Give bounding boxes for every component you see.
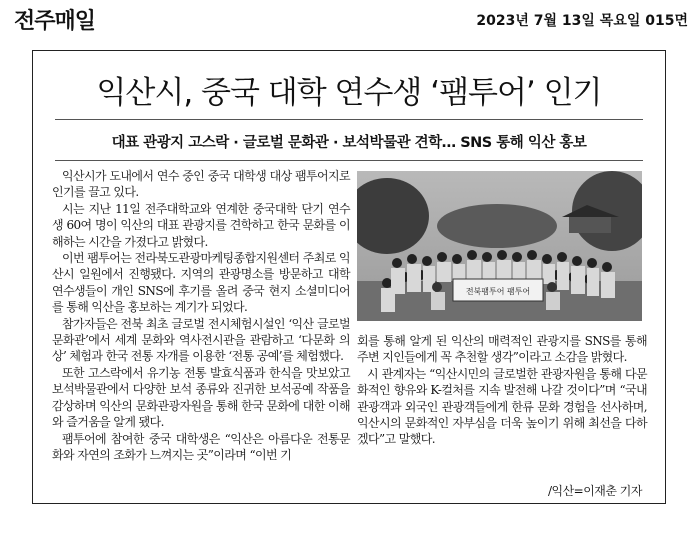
article-paragraph: 또한 고스락에서 유기농 전통 발효식품과 한식을 맛보았고 보석박물관에서 다양한 보석 종류와 진귀한 보석공예 작품을 감상하며 익산의 문화관광자원을 통해 한국 문화에 대한 이해와 즐거움을 알게 됐다. — [52, 365, 350, 430]
article-paragraph: 시는 지난 11일 전주대학교와 연계한 중국대학 단기 연수생 60여 명이 익산의 대표 관광지를 견학하고 한국 문화를 이해하는 시간을 가졌다고 밝혔다. — [52, 201, 350, 249]
article-left-column — [52, 168, 350, 463]
byline: /익산=이재춘 기자 — [547, 484, 642, 498]
divider — [55, 119, 643, 120]
article-paragraph: 참가자들은 전북 최초 글로벌 전시체험시설인 ‘익산 글로벌 문화관’에서 세계 문화와 역사전시관을 관람하고 ‘다문화 의상’ 체험과 한국 전통 자개를 이용한 ‘전통 공예’를 체험했다. — [52, 316, 350, 364]
article-paragraph: 시 관계자는 “익산시민의 글로벌한 관광자원을 통해 다문화적인 향유와 K-컬처를 지속 발전해 나갈 것이다”며 “국내 관광객과 외국인 관광객들에게 한류 문화 경험을 선사하며, 익산시의 문화적인 자부심을 더욱 높이기 위해 최선을 다하겠다”고 말했다. — [357, 366, 647, 447]
group-photo-image — [357, 171, 642, 321]
article-paragraph: 회를 통해 알게 된 익산의 매력적인 관광지를 SNS를 통해 주변 지인들에게 꼭 추천할 생각”이라고 소감을 밝혔다. — [357, 334, 647, 365]
paper-name: 전주매일 — [14, 9, 96, 34]
headline: 익산시, 중국 대학 연수생 ‘팸투어’ 인기 — [96, 75, 602, 111]
publication-date: 2023년 7월 13일 목요일 015면 — [476, 13, 688, 29]
article-paragraph: 익산시가 도내에서 연수 중인 중국 대학생 대상 팸투어지로 인기를 끌고 있다. — [52, 169, 350, 200]
divider — [55, 160, 643, 161]
article-right-column — [357, 333, 647, 448]
group-photo — [357, 171, 642, 321]
subheadline: 대표 관광지 고스락 · 글로벌 문화관 · 보석박물관 견학… SNS 통해 익산 홍보 — [111, 135, 587, 151]
article-paragraph: 팸투어에 참여한 중국 대학생은 “익산은 아름다운 전통문화와 자연의 조화가 느껴지는 곳”이라며 “이번 기 — [52, 431, 350, 462]
masthead — [6, 4, 692, 32]
article-paragraph: 이번 팸투어는 전라북도관광마케팅종합지원센터 주최로 익산시 일원에서 진행됐다. 지역의 관광명소를 방문하고 대학 연수생들이 개인 SNS에 후기를 올려 중국 현지 소셜미디어를 통해 익산을 홍보하는 계기가 되었다. — [52, 251, 350, 315]
photo-banner-text: 전북팸투어 팸투어 — [465, 287, 531, 296]
